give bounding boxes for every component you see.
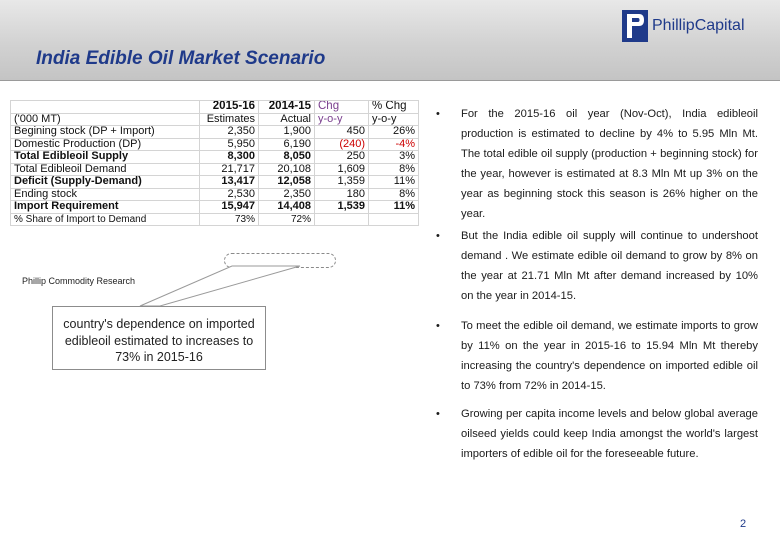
- table-header-row: [11, 113, 419, 126]
- table-cell: 1,900: [259, 126, 315, 139]
- table-cell: 1,609: [315, 163, 369, 176]
- table-cell: 3%: [369, 151, 419, 164]
- table-cell: 13,417: [200, 176, 259, 189]
- table-row: [11, 176, 419, 189]
- table-cell: 26%: [369, 126, 419, 139]
- table-cell: Total Edibleoil Supply: [11, 151, 200, 164]
- page-title: India Edible Oil Market Scenario: [36, 48, 326, 69]
- bullet-item: [436, 316, 758, 396]
- table-row: [11, 163, 419, 176]
- table-cell: 5,950: [200, 138, 259, 151]
- phillip-logo-icon: [622, 10, 648, 42]
- callout-box: country's dependence on imported edibleoil estimated to increases to 73% in 2015-16: [52, 306, 266, 370]
- table-cell: 8%: [369, 188, 419, 201]
- table-cell: 73%: [200, 213, 259, 226]
- table-cell: 180: [315, 188, 369, 201]
- table-cell: 8%: [369, 163, 419, 176]
- table-cell: (240): [315, 138, 369, 151]
- table-cell: 6,190: [259, 138, 315, 151]
- table-cell: 8,050: [259, 151, 315, 164]
- table-cell: 450: [315, 126, 369, 139]
- table-cell: [369, 213, 419, 226]
- table-row: [11, 151, 419, 164]
- bullet-text: For the 2015-16 oil year (Nov-Oct), India edibleoil production is estimated to decline by 4% to 5.95 Mln Mt. The total edible oil supply (production + beginning stock) for the year, however is estimated at 8.3 Mln Mt up 3% on the year as beginning stock this season is 26% higher on the year.: [461, 108, 758, 220]
- table-cell: 8,300: [200, 151, 259, 164]
- table-row: [11, 213, 419, 226]
- table-header-cell: ('000 MT): [11, 113, 200, 126]
- bullet-icon: •: [436, 230, 440, 242]
- table-cell: 72%: [259, 213, 315, 226]
- table-cell: % Share of Import to Demand: [11, 213, 200, 226]
- table-cell: 20,108: [259, 163, 315, 176]
- bullet-text: But the India edible oil supply will continue to undershoot demand . We estimate edible oil demand to grow by 8% on the year at 21.71 Mln Mt after demand increased by 10% on the year in 2014-15.: [461, 230, 758, 302]
- table-cell: [315, 213, 369, 226]
- bullet-icon: •: [436, 320, 440, 332]
- phillipcapital-logo: [622, 10, 745, 42]
- table-cell: Domestic Production (DP): [11, 138, 200, 151]
- table-cell: 2,530: [200, 188, 259, 201]
- table-header-cell: Chg: [315, 101, 369, 114]
- table-header-cell: y-o-y: [369, 113, 419, 126]
- logo-text: PhillipCapital: [652, 17, 745, 34]
- bullet-item: [436, 226, 758, 306]
- table-cell: 250: [315, 151, 369, 164]
- table-cell: Deficit (Supply-Demand): [11, 176, 200, 189]
- table-cell: 11%: [369, 201, 419, 214]
- table-cell: 1,359: [315, 176, 369, 189]
- table-cell: Import Requirement: [11, 201, 200, 214]
- bullet-text: Growing per capita income levels and below global average oilseed yields could keep India amongst the world's largest importers of edible oil for the foreseeable future.: [461, 408, 758, 460]
- page-number: 2: [740, 518, 747, 530]
- table-cell: 11%: [369, 176, 419, 189]
- table-cell: Begining stock (DP + Import): [11, 126, 200, 139]
- table-row: [11, 138, 419, 151]
- table-row: [11, 188, 419, 201]
- table-header-cell: 2014-15: [259, 101, 315, 114]
- bullet-item: [436, 104, 758, 224]
- bullet-icon: •: [436, 108, 440, 120]
- table-cell: 12,058: [259, 176, 315, 189]
- table-header-row: [11, 101, 419, 114]
- share-highlight-oval: [224, 253, 336, 268]
- table-cell: Ending stock: [11, 188, 200, 201]
- table-header-cell: 2015-16: [200, 101, 259, 114]
- bullet-text: To meet the edible oil demand, we estimate imports to grow by 11% on the year in 2015-16 to 15.94 Mln Mt thereby increasing the country's dependence on imported edible oil to 73% from 72% in 2014-15.: [461, 320, 758, 392]
- table-cell: 1,539: [315, 201, 369, 214]
- table-header-cell: % Chg: [369, 101, 419, 114]
- table-cell: 14,408: [259, 201, 315, 214]
- bullet-list: [436, 104, 758, 464]
- table-header-cell: Estimates: [200, 113, 259, 126]
- table-header-cell: y-o-y: [315, 113, 369, 126]
- table-header-cell: [11, 101, 200, 114]
- supply-demand-table: [10, 100, 418, 268]
- table-row: [11, 126, 419, 139]
- table-cell: 2,350: [259, 188, 315, 201]
- table-cell: -4%: [369, 138, 419, 151]
- table-cell: 2,350: [200, 126, 259, 139]
- table-cell: Total Edibleoil Demand: [11, 163, 200, 176]
- bullet-item: [436, 404, 758, 464]
- table-cell: 21,717: [200, 163, 259, 176]
- table-row: [11, 201, 419, 214]
- table-header-cell: Actual: [259, 113, 315, 126]
- source-note: Phillip Commodity Research: [22, 276, 136, 286]
- bullet-icon: •: [436, 408, 440, 420]
- table-cell: 15,947: [200, 201, 259, 214]
